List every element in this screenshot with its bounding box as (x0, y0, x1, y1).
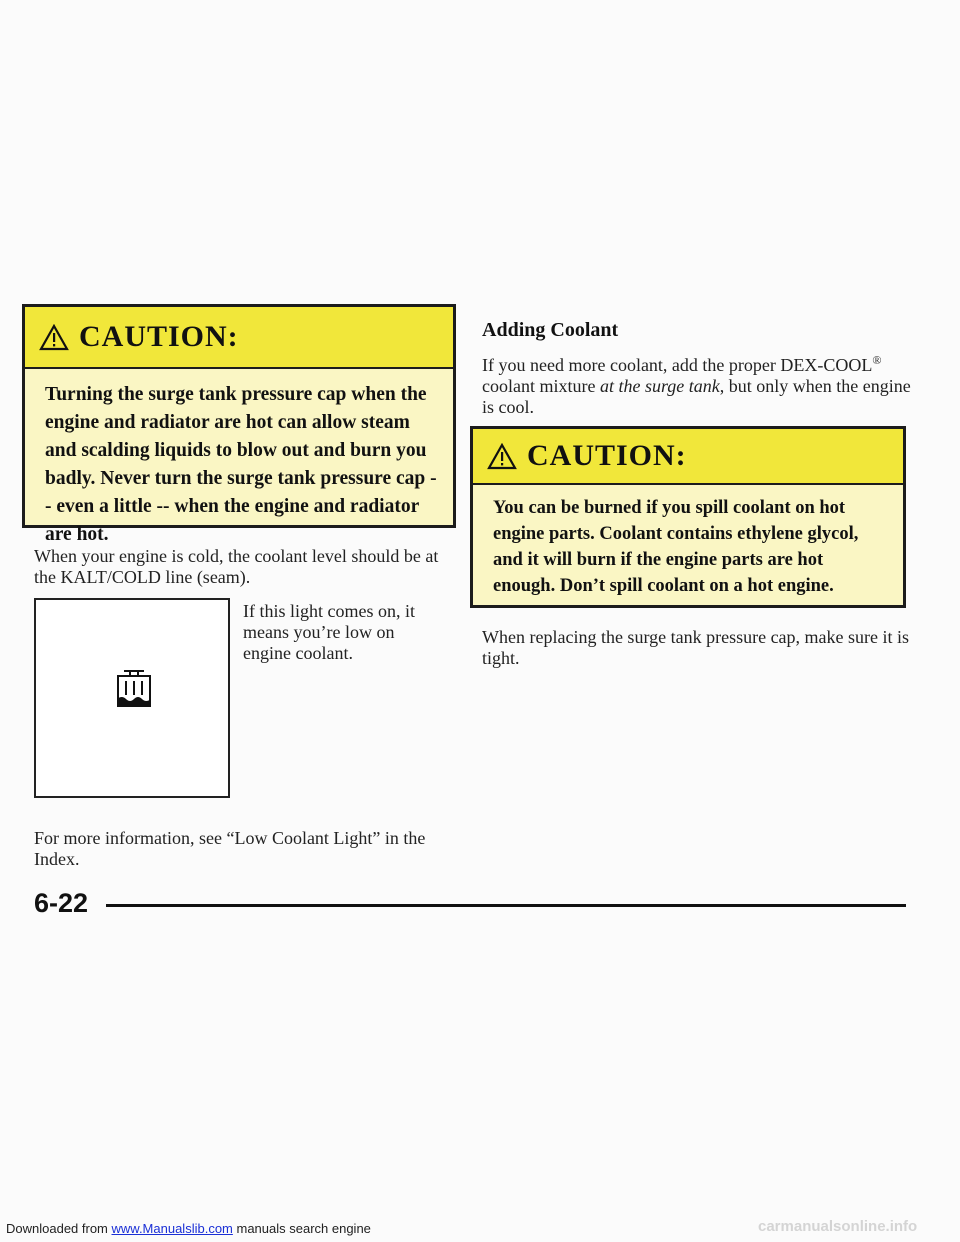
caution-box-right (470, 426, 906, 608)
caution-title-left: CAUTION: (79, 320, 239, 353)
adding-coolant-text-3: , but only when the engine is cool. (482, 376, 911, 417)
low-coolant-icon-box (34, 598, 230, 798)
caution-title-right: CAUTION: (527, 439, 687, 472)
adding-coolant-heading: Adding Coolant (482, 319, 619, 341)
watermark: carmanualsonline.info (758, 1218, 918, 1235)
warning-triangle-icon (487, 443, 517, 470)
adding-coolant-paragraph (482, 350, 922, 418)
footer-suffix: manuals search engine (232, 1221, 371, 1236)
warning-triangle-icon (39, 324, 69, 351)
adding-coolant-text-1: If you need more coolant, add the proper DEX-COOL (482, 355, 873, 375)
footer-prefix: Downloaded from (6, 1221, 112, 1236)
caution-header-left (25, 307, 453, 369)
cold-level-paragraph: When your engine is cold, the coolant level should be at the KALT/COLD line (seam). (34, 546, 439, 587)
more-info-paragraph: For more information, see “Low Coolant Light” in the Index. (34, 828, 426, 869)
caution-header-right (473, 429, 903, 485)
page-number: 6-22 (34, 888, 89, 918)
caution-text-right: You can be burned if you spill coolant on hot engine parts. Coolant contains ethylene glycol, and it will burn if the engine parts are hot enough. Don’t spill coolant on a hot engine. (493, 498, 859, 596)
replacing-cap-paragraph: When replacing the surge tank pressure cap, make sure it is tight. (482, 627, 910, 668)
manualslib-link[interactable]: www.Manualslib.com (111, 1221, 233, 1236)
low-coolant-light-text: If this light comes on, it means you’re low on engine coolant. (243, 601, 415, 663)
adding-coolant-italic: at the surge tank (599, 376, 720, 396)
adding-coolant-text-2: coolant mixture (482, 376, 600, 396)
page-rule (106, 904, 906, 907)
download-footer (6, 1221, 371, 1236)
coolant-level-icon (114, 669, 154, 716)
registered-mark: ® (872, 353, 882, 367)
caution-box-left (22, 304, 456, 545)
caution-text-left: Turning the surge tank pressure cap when the engine and radiator are hot can allow steam and scalding liquids to blow out and burn you badly. Never turn the surge tank pressure cap -- even a little -- when the engine and radiator are hot. (45, 384, 437, 545)
